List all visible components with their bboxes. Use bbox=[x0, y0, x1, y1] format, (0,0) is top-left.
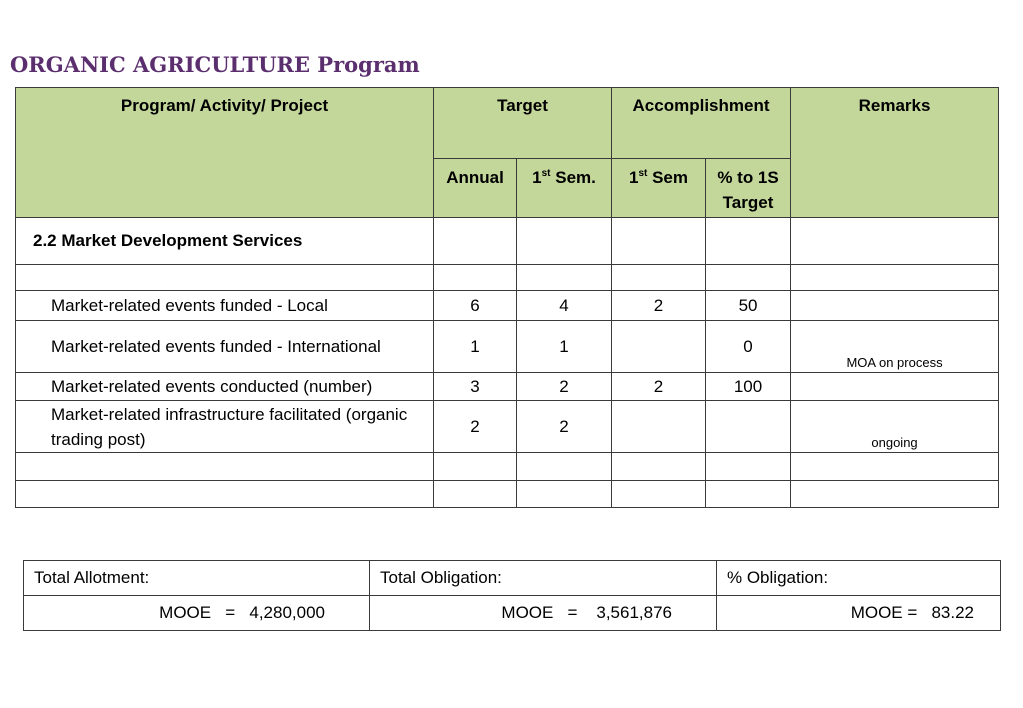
cell-annual: 3 bbox=[434, 373, 517, 401]
page-title: ORGANIC AGRICULTURE Program bbox=[10, 52, 420, 77]
cell-pct: 0 bbox=[706, 321, 791, 373]
table-row bbox=[16, 373, 999, 401]
total-allotment-label: Total Allotment: bbox=[24, 561, 370, 596]
header-accomp-1st-sem: 1st Sem bbox=[612, 159, 706, 218]
cell-target-sem: 4 bbox=[517, 291, 612, 321]
table-row bbox=[16, 401, 999, 453]
row-label: Market-related infrastructure facilitated (organic trading post) bbox=[16, 401, 434, 453]
cell-annual: 2 bbox=[434, 401, 517, 453]
cell-remarks: MOA on process bbox=[791, 321, 999, 373]
cell-accomp-sem: 2 bbox=[612, 373, 706, 401]
cell-remarks bbox=[791, 373, 999, 401]
cell-target-sem: 1 bbox=[517, 321, 612, 373]
header-program: Program/ Activity/ Project bbox=[16, 88, 434, 218]
totals-table bbox=[23, 560, 1001, 631]
row-label: Market-related events conducted (number) bbox=[16, 373, 434, 401]
row-label: Market-related events funded - Local bbox=[16, 291, 434, 321]
cell-pct bbox=[706, 401, 791, 453]
cell-remarks bbox=[791, 291, 999, 321]
table-row bbox=[16, 291, 999, 321]
cell-target-sem: 2 bbox=[517, 373, 612, 401]
row-label: Market-related events funded - International bbox=[16, 321, 434, 373]
program-table bbox=[15, 87, 999, 508]
header-annual: Annual bbox=[434, 159, 517, 218]
pct-obligation-label: % Obligation: bbox=[717, 561, 1001, 596]
cell-accomp-sem bbox=[612, 321, 706, 373]
section-label: 2.2 Market Development Services bbox=[16, 218, 434, 265]
total-allotment-value: MOOE = 4,280,000 bbox=[24, 596, 370, 631]
header-pct-to-target: % to 1S Target bbox=[706, 159, 791, 218]
blank-row bbox=[16, 453, 999, 481]
header-target: Target bbox=[434, 88, 612, 159]
cell-accomp-sem: 2 bbox=[612, 291, 706, 321]
header-accomplishment: Accomplishment bbox=[612, 88, 791, 159]
cell-pct: 50 bbox=[706, 291, 791, 321]
cell-target-sem: 2 bbox=[517, 401, 612, 453]
pct-obligation-value: MOOE = 83.22 bbox=[717, 596, 1001, 631]
blank-row bbox=[16, 481, 999, 508]
total-obligation-label: Total Obligation: bbox=[370, 561, 717, 596]
cell-annual: 1 bbox=[434, 321, 517, 373]
cell-remarks: ongoing bbox=[791, 401, 999, 453]
header-remarks: Remarks bbox=[791, 88, 999, 218]
cell-pct: 100 bbox=[706, 373, 791, 401]
total-obligation-value: MOOE = 3,561,876 bbox=[370, 596, 717, 631]
blank-row bbox=[16, 265, 999, 291]
cell-annual: 6 bbox=[434, 291, 517, 321]
cell-accomp-sem bbox=[612, 401, 706, 453]
header-target-1st-sem: 1st Sem. bbox=[517, 159, 612, 218]
table-row bbox=[16, 321, 999, 373]
